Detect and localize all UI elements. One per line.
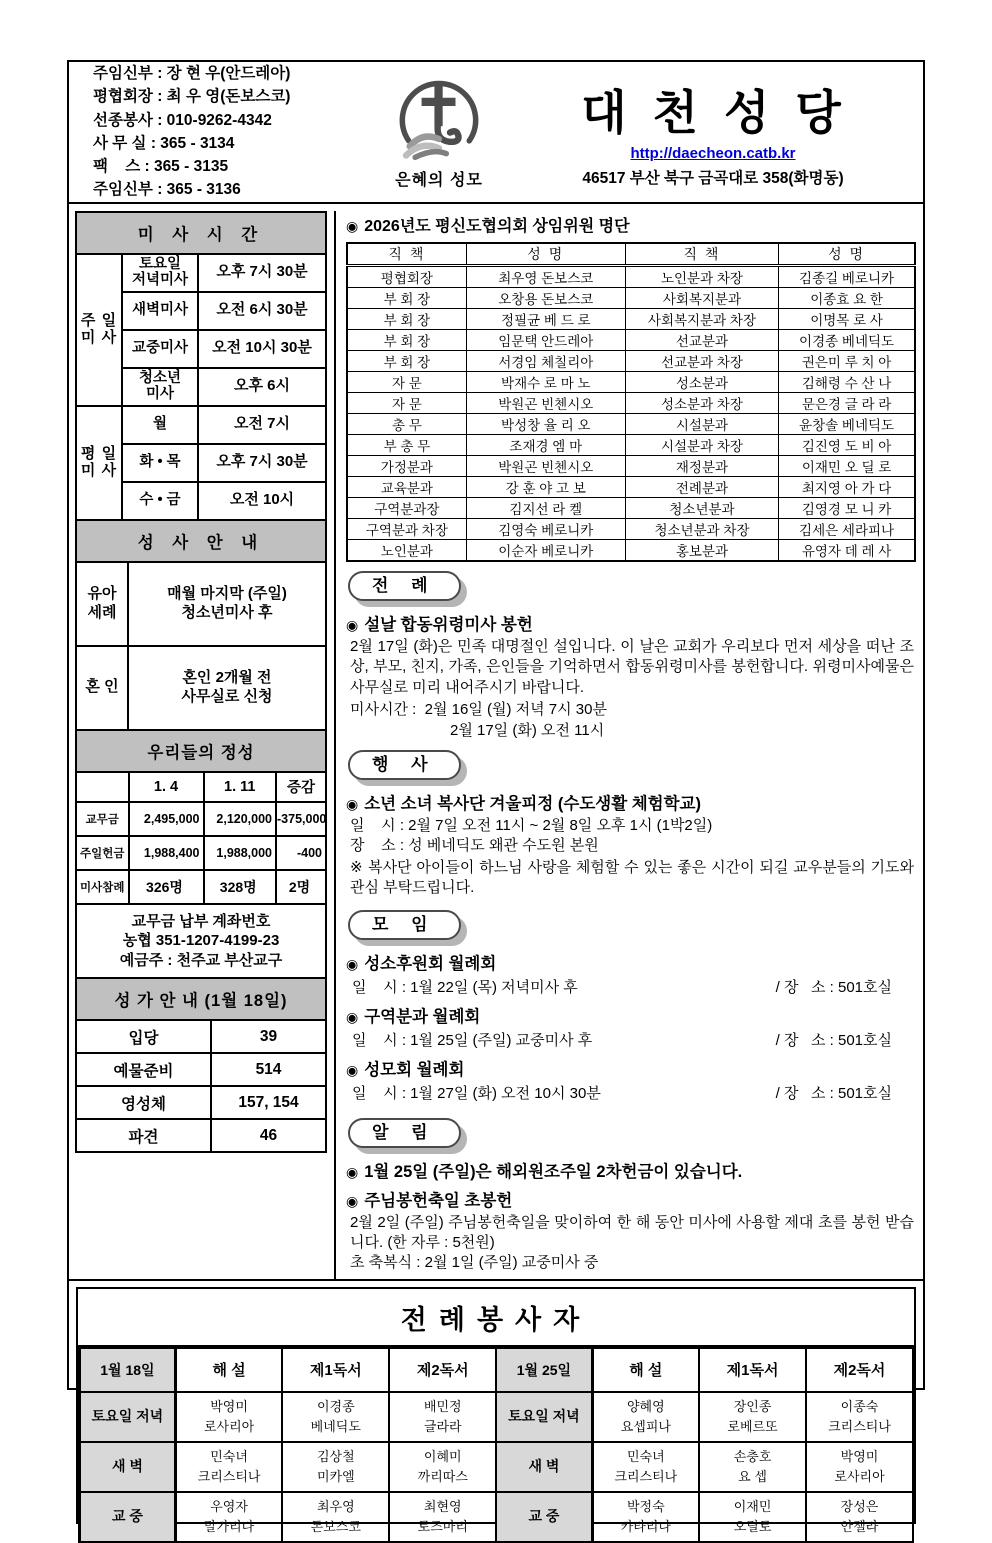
table-cell: 새 벽 (80, 1442, 176, 1492)
column-header: 1. 11 (204, 772, 277, 802)
bullet-icon: ◉ (346, 1061, 359, 1078)
table-cell: 오후 7시 30분 (198, 444, 326, 482)
table-cell: 이재민 오 딜 로 (779, 456, 915, 477)
contact-line: 주임신부 : 장 현 우(안드레아) (93, 65, 291, 82)
bullet-icon: ◉ (346, 1192, 359, 1209)
table-row (76, 1086, 326, 1119)
table-cell: 이경종 베네딕도 (282, 1392, 389, 1442)
table-cell: 장성은 안젤라 (806, 1492, 913, 1542)
column-header (76, 772, 129, 802)
table-cell: -400 (276, 836, 326, 870)
table-cell: 박영미 로사리아 (175, 1392, 282, 1442)
table-cell: 노인분과 차장 (625, 266, 778, 288)
section-event (346, 741, 916, 899)
table-row (76, 562, 326, 646)
table-cell: 최우영 돈보스코 (466, 266, 625, 288)
table-row (80, 1392, 914, 1442)
table-cell: 김종길 베로니카 (779, 266, 915, 288)
item-title (346, 790, 916, 814)
table-row (76, 646, 326, 730)
table-cell: 강 훈 야 고 보 (466, 477, 625, 498)
notice-item (346, 1187, 916, 1274)
table-cell: 이혜미 까리따스 (389, 1442, 496, 1492)
table-cell: 1,988,000 (204, 836, 277, 870)
table-cell: 손충호 요 셉 (699, 1442, 806, 1492)
sidebar (75, 211, 327, 1279)
table-cell: 주일헌금 (76, 836, 129, 870)
item-title (346, 1187, 916, 1211)
event-badge: 행 사 (348, 750, 461, 780)
column-header: 1월 18일 (80, 1348, 176, 1392)
table-row (80, 1492, 914, 1542)
column-header: 직 책 (625, 243, 778, 266)
table-cell: 전례분과 (625, 477, 778, 498)
table-cell: 수 • 금 (122, 482, 198, 520)
table-row (347, 288, 915, 309)
table-cell: 구역분과장 (347, 498, 466, 519)
table-cell: 오후 7시 30분 (198, 254, 326, 292)
table-row (76, 1053, 326, 1086)
table-cell: 박영미 로사리아 (806, 1442, 913, 1492)
table-cell: 오전 6시 30분 (198, 292, 326, 330)
notice-item (346, 1158, 916, 1182)
column-header: 직 책 (347, 243, 466, 266)
table-cell: 청소년분과 (625, 498, 778, 519)
bulletin-page (67, 60, 925, 1534)
table-cell: 재정분과 (625, 456, 778, 477)
table-cell: 총 무 (347, 414, 466, 435)
table-cell: 권은미 루 치 아 (779, 351, 915, 372)
table-cell: 이종숙 크리스티나 (806, 1392, 913, 1442)
meeting-detail (352, 1082, 892, 1103)
title-block (509, 76, 923, 188)
table-cell: 부 회 장 (347, 288, 466, 309)
column-header: 제1독서 (282, 1348, 389, 1392)
table-cell: 김상철 미카엘 (282, 1442, 389, 1492)
item-title (346, 1056, 916, 1080)
column-header: 1월 25일 (496, 1348, 592, 1392)
table-cell: 윤창솔 베네딕도 (779, 414, 915, 435)
table-cell: 정필균 베 드 로 (466, 309, 625, 330)
sacraments-title: 성 사 안 내 (75, 519, 327, 563)
cross-wave-logo-icon (393, 148, 485, 165)
column-header: 성 명 (779, 243, 915, 266)
footer (69, 1279, 923, 1534)
table-cell: 이경종 베네딕도 (779, 330, 915, 351)
church-name: 대천성당 (581, 85, 867, 139)
table-row (347, 266, 915, 288)
table-cell: 교무금 (76, 802, 129, 836)
table-cell: 자 문 (347, 372, 466, 393)
meeting-place: / 장 소 : 501호실 (775, 978, 892, 996)
table-cell: 교 중 (80, 1492, 176, 1542)
mass-time-line: 2월 17일 (화) 오전 11시 (450, 721, 605, 739)
table-cell: 유영자 데 레 사 (779, 540, 915, 562)
table-cell: 혼 인 (76, 646, 128, 730)
table-cell: 화 • 목 (122, 444, 198, 482)
table-cell: 장인종 로베르또 (699, 1392, 806, 1442)
table-cell: 새 벽 (496, 1442, 592, 1492)
section-meetings (346, 901, 916, 1103)
table-cell: 박정숙 카타리나 (592, 1492, 699, 1542)
item-title-text: 설날 합동위령미사 봉헌 (364, 616, 533, 634)
column-header: 성 명 (466, 243, 625, 266)
logo-caption: 은혜의 성모 (395, 172, 483, 190)
table-row (347, 393, 915, 414)
table-cell: 홍보분과 (625, 540, 778, 562)
table-cell: 박원곤 빈첸시오 (466, 456, 625, 477)
table-row (347, 330, 915, 351)
table-cell: 노인분과 (347, 540, 466, 562)
table-row (76, 870, 326, 904)
table-cell: 김영숙 베로니카 (466, 519, 625, 540)
table-row (80, 1442, 914, 1492)
table-cell: 교중미사 (122, 330, 198, 368)
table-row (347, 435, 915, 456)
meeting-time: 일 시 : 1월 22일 (목) 저녁미사 후 (352, 978, 578, 996)
table-cell: 부 회 장 (347, 351, 466, 372)
table-cell: 민숙녀 크리스티나 (175, 1442, 282, 1492)
table-cell: 월 (122, 406, 198, 444)
table-cell: 김진영 도 비 아 (779, 435, 915, 456)
table-cell: 사회복지분과 (625, 288, 778, 309)
item-title-text: 소년 소녀 복사단 겨울피정 (수도생활 체험학교) (364, 794, 701, 813)
content-column (334, 211, 918, 1279)
table-cell: 사회복지분과 차장 (625, 309, 778, 330)
table-cell: 이종효 요 한 (779, 288, 915, 309)
table-cell: 시설분과 (625, 414, 778, 435)
item-title-text: 구역분과 월례회 (364, 1007, 481, 1026)
item-title-text: 1월 25일 (주일)은 해외원조주일 2차헌금이 있습니다. (364, 1162, 743, 1181)
contact-line: 주임신부 : 365 - 3136 (93, 181, 241, 199)
table-row (347, 519, 915, 540)
table-row (76, 1119, 326, 1152)
table-cell: 토요일 저녁 (496, 1392, 592, 1442)
table-cell: 1,988,400 (129, 836, 204, 870)
meeting-detail (352, 976, 892, 997)
table-cell: 부 회 장 (347, 330, 466, 351)
contact-line: 평협회장 : 최 우 영(돈보스코) (93, 88, 291, 106)
table-cell: 이명목 로 사 (779, 309, 915, 330)
table-cell: 서경임 체칠리아 (466, 351, 625, 372)
mass-time-line: 미사시간 : 2월 16일 (월) 저녁 7시 30분 (350, 701, 607, 719)
table-row (76, 254, 326, 292)
table-cell: 김해령 수 산 나 (779, 372, 915, 393)
table-cell: 혼인 2개월 전 사무실로 신청 (128, 646, 326, 730)
table-cell: 오창용 돈보스코 (466, 288, 625, 309)
table-cell: 46 (211, 1119, 326, 1152)
bullet-icon: ◉ (346, 1163, 359, 1180)
table-cell: 김세은 세라피나 (779, 519, 915, 540)
table-row (347, 414, 915, 435)
item-title (346, 1158, 916, 1182)
item-body: 2월 17일 (화)은 민족 대명절인 설입니다. 이 날은 교회가 우리보다 먼저 세상을 떠난 조상, 부모, 친지, 가족, 은인들을 기억하면서 합동위령미사를 봉헌합니다. 위령미사예물은 사무실로 미리 내어주시기 바랍니다. (350, 638, 914, 696)
column-header: 1. 4 (129, 772, 204, 802)
liturgy-badge: 전 례 (348, 571, 461, 601)
table-cell: 39 (211, 1020, 326, 1053)
table-cell: 입당 (76, 1020, 211, 1053)
table-cell: 328명 (204, 870, 277, 904)
column-header: 해 설 (175, 1348, 282, 1392)
event-line: 일 시 : 2월 7일 오전 11시 ~ 2월 8일 오후 1시 (1박2일) (350, 816, 713, 834)
item-title (346, 950, 916, 974)
meetings-badge: 모 임 (348, 910, 461, 940)
table-cell: 박원곤 빈첸시오 (466, 393, 625, 414)
committee-table (346, 242, 916, 563)
offerings-table (75, 771, 327, 905)
header (69, 62, 923, 204)
table-cell: 교육분과 (347, 477, 466, 498)
church-address: 46517 부산 북구 금곡대로 358(화명동) (582, 169, 844, 187)
table-row (347, 456, 915, 477)
table-cell: 157, 154 (211, 1086, 326, 1119)
main-area (69, 204, 923, 1279)
servers-box (76, 1287, 916, 1534)
table-cell: 박재수 로 마 노 (466, 372, 625, 393)
table-cell: 성소분과 차장 (625, 393, 778, 414)
table-cell: 평협회장 (347, 266, 466, 288)
table-cell: 청소년 미사 (122, 368, 198, 406)
table-cell: 최지영 아 가 다 (779, 477, 915, 498)
table-cell: 유아 세례 (76, 562, 128, 646)
account-note: 교무금 납부 계좌번호 농협 351-1207-4199-23 예금주 : 천주교 부산교구 (75, 903, 327, 980)
table-cell: 최현영 로즈마리 (389, 1492, 496, 1542)
table-cell: 선교분과 (625, 330, 778, 351)
contact-line: 사 무 실 : 365 - 3134 (93, 134, 235, 152)
table-cell: 청소년분과 차장 (625, 519, 778, 540)
column-header: 제2독서 (389, 1348, 496, 1392)
meeting-place: / 장 소 : 501호실 (775, 1031, 892, 1049)
table-cell: 성소분과 (625, 372, 778, 393)
hymns-table (75, 1019, 327, 1153)
meeting-place: / 장 소 : 501호실 (775, 1084, 892, 1102)
table-cell: 2,495,000 (129, 802, 204, 836)
meeting-detail (352, 1029, 892, 1050)
event-line: 장 소 : 성 베네딕도 왜관 수도원 본원 (350, 837, 599, 855)
bullet-icon: ◉ (346, 795, 359, 812)
bullet-icon: ◉ (346, 217, 359, 234)
mass-times-table (75, 253, 327, 521)
meeting-item (346, 1003, 916, 1050)
table-cell: 매월 마지막 (주일) 청소년미사 후 (128, 562, 326, 646)
table-row (347, 309, 915, 330)
contact-info (69, 62, 369, 202)
table-row (76, 406, 326, 444)
table-cell: 양혜영 요셉피나 (592, 1392, 699, 1442)
offerings-title: 우리들의 정성 (75, 729, 327, 773)
table-cell: 부 회 장 (347, 309, 466, 330)
item-title (346, 611, 916, 635)
table-row (347, 540, 915, 562)
column-header: 제1독서 (699, 1348, 806, 1392)
item-title-text: 주님봉헌축일 초봉헌 (364, 1191, 513, 1210)
table-cell: 514 (211, 1053, 326, 1086)
table-cell: 박성창 율 리 오 (466, 414, 625, 435)
meeting-time: 일 시 : 1월 27일 (화) 오전 10시 30분 (352, 1084, 601, 1102)
table-cell: 2명 (276, 870, 326, 904)
committee-heading (346, 213, 916, 236)
bullet-icon: ◉ (346, 617, 359, 633)
column-header: 증감 (276, 772, 326, 802)
table-cell: 파견 (76, 1119, 211, 1152)
table-cell: 이재민 오딜로 (699, 1492, 806, 1542)
table-cell: 민숙녀 크리스티나 (592, 1442, 699, 1492)
notices-badge: 알 림 (348, 1118, 461, 1148)
mass-times-title: 미 사 시 간 (75, 211, 327, 255)
contact-line: 선종봉사 : 010-9262-4342 (93, 111, 272, 129)
column-header: 제2독서 (806, 1348, 913, 1392)
table-cell: 구역분과 차장 (347, 519, 466, 540)
item-title-text: 성모회 월례회 (364, 1060, 465, 1079)
table-cell: 미사참례 (76, 870, 129, 904)
table-cell: 우영자 말가리다 (175, 1492, 282, 1542)
table-cell: -375,000 (276, 802, 326, 836)
group-label: 평 일 미 사 (76, 406, 122, 520)
table-cell: 조재경 엠 마 (466, 435, 625, 456)
table-cell: 배민정 글라라 (389, 1392, 496, 1442)
notice-body: 2월 2일 (주일) 주님봉헌축일을 맞이하여 한 해 동안 미사에 사용할 제대 초를 봉헌 받습니다. (한 자루 : 5천원) 초 축복식 : 2월 1일 (주일) 교중미사 중 (350, 1213, 914, 1272)
table-cell: 부 총 무 (347, 435, 466, 456)
table-row (76, 836, 326, 870)
table-cell: 가정분과 (347, 456, 466, 477)
table-cell: 교 중 (496, 1492, 592, 1542)
table-cell: 김영경 모 니 카 (779, 498, 915, 519)
section-liturgy (346, 562, 916, 741)
table-cell: 이순자 베로니카 (466, 540, 625, 562)
event-note: ※ 복사단 아이들이 하느님 사랑을 체험할 수 있는 좋은 시간이 되길 교우분들의 기도와 관심 부탁드립니다. (350, 858, 914, 897)
column-header: 해 설 (592, 1348, 699, 1392)
table-cell: 오전 10시 30분 (198, 330, 326, 368)
church-logo (369, 73, 509, 190)
hymns-title: 성 가 안 내 (1월 18일) (75, 977, 327, 1021)
table-cell: 오전 10시 (198, 482, 326, 520)
table-cell: 오후 6시 (198, 368, 326, 406)
website-link[interactable]: http://daecheon.catb.kr (630, 144, 796, 162)
meeting-item (346, 950, 916, 997)
table-row (347, 477, 915, 498)
table-cell: 토요일 저녁미사 (122, 254, 198, 292)
table-cell: 김지선 라 켈 (466, 498, 625, 519)
table-row (347, 498, 915, 519)
sacraments-table (75, 561, 327, 731)
table-row (76, 802, 326, 836)
table-cell: 영성체 (76, 1086, 211, 1119)
meeting-time: 일 시 : 1월 25일 (주일) 교중미사 후 (352, 1031, 593, 1049)
table-cell: 오전 7시 (198, 406, 326, 444)
table-row (347, 351, 915, 372)
meeting-item (346, 1056, 916, 1103)
table-cell: 326명 (129, 870, 204, 904)
item-title (346, 1003, 916, 1027)
committee-heading-text: 2026년도 평신도협의회 상임위원 명단 (364, 217, 630, 235)
table-cell: 시설분과 차장 (625, 435, 778, 456)
bullet-icon: ◉ (346, 955, 359, 972)
table-cell: 2,120,000 (204, 802, 277, 836)
table-cell: 문은경 글 라 라 (779, 393, 915, 414)
table-cell: 토요일 저녁 (80, 1392, 176, 1442)
table-row (347, 372, 915, 393)
table-cell: 최우영 돈보스코 (282, 1492, 389, 1542)
table-cell: 예물준비 (76, 1053, 211, 1086)
section-notices (346, 1109, 916, 1274)
servers-title: 전례봉사자 (78, 1289, 914, 1347)
group-label: 주 일 미 사 (76, 254, 122, 406)
contact-line: 팩 스 : 365 - 3135 (93, 158, 229, 175)
table-cell: 새벽미사 (122, 292, 198, 330)
servers-table (78, 1347, 914, 1543)
item-title-text: 성소후원회 월례회 (364, 954, 497, 973)
table-cell: 자 문 (347, 393, 466, 414)
bullet-icon: ◉ (346, 1008, 359, 1025)
table-cell: 선교분과 차장 (625, 351, 778, 372)
table-row (76, 1020, 326, 1053)
table-cell: 임문택 안드레아 (466, 330, 625, 351)
